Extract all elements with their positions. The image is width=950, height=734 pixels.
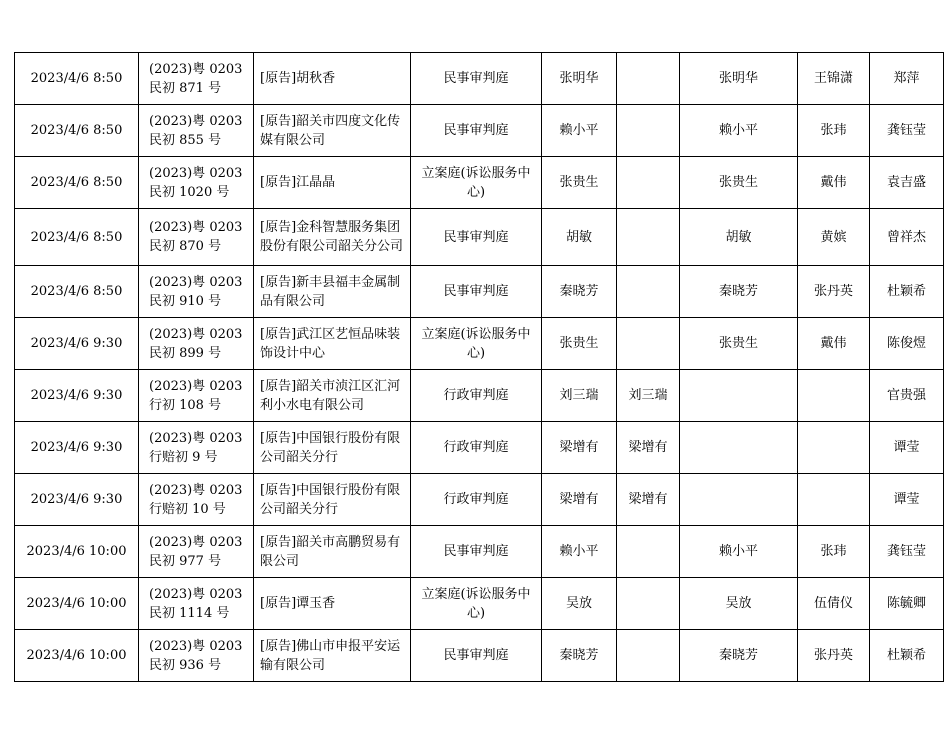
judge-cell: 梁增有: [617, 422, 680, 474]
clerk-cell: 杜颖希: [870, 266, 944, 318]
judge-assistant-cell: 伍倩仪: [798, 578, 870, 630]
case-number-line1: (2023)粤 0203: [149, 638, 243, 654]
department-cell: 立案庭(诉讼服务中心): [411, 578, 542, 630]
case-number-line1: (2023)粤 0203: [149, 326, 243, 342]
case-judge-cell: 张明华: [680, 53, 798, 105]
judge-cell: [617, 266, 680, 318]
case-number-line1: (2023)粤 0203: [149, 113, 243, 129]
case-number-line1: (2023)粤 0203: [149, 274, 243, 290]
hearing-time-cell: 2023/4/6 8:50: [15, 105, 139, 157]
case-number-line2: 民初 855 号: [149, 132, 222, 148]
presiding-judge-cell: 张贵生: [542, 318, 617, 370]
judge-assistant-cell: [798, 422, 870, 474]
case-number-line1: (2023)粤 0203: [149, 482, 243, 498]
department-cell: 民事审判庭: [411, 105, 542, 157]
judge-cell: [617, 105, 680, 157]
table-row: [15, 53, 944, 105]
hearing-time-cell: 2023/4/6 10:00: [15, 578, 139, 630]
hearing-time-cell: 2023/4/6 8:50: [15, 209, 139, 266]
case-judge-cell: 吴放: [680, 578, 798, 630]
clerk-cell: 郑萍: [870, 53, 944, 105]
case-number-line2: 民初 1020 号: [149, 184, 230, 200]
case-number-cell: [139, 105, 254, 157]
clerk-cell: 曾祥杰: [870, 209, 944, 266]
judge-assistant-cell: [798, 370, 870, 422]
case-number-line2: 行赔初 9 号: [149, 449, 218, 465]
department-cell: 立案庭(诉讼服务中心): [411, 318, 542, 370]
hearing-time-cell: 2023/4/6 9:30: [15, 318, 139, 370]
department-cell: 行政审判庭: [411, 422, 542, 474]
department-cell: 行政审判庭: [411, 474, 542, 526]
hearing-time-cell: 2023/4/6 8:50: [15, 266, 139, 318]
table-row: [15, 209, 944, 266]
department-cell: 民事审判庭: [411, 630, 542, 682]
judge-assistant-cell: 张玮: [798, 526, 870, 578]
judge-cell: 刘三瑞: [617, 370, 680, 422]
case-judge-cell: 秦晓芳: [680, 630, 798, 682]
case-number-cell: [139, 474, 254, 526]
department-cell: 民事审判庭: [411, 266, 542, 318]
hearing-schedule-page: [14, 52, 943, 680]
presiding-judge-cell: 张贵生: [542, 157, 617, 209]
party-cell: [原告]佛山市申报平安运输有限公司: [254, 630, 411, 682]
case-number-line2: 民初 870 号: [149, 239, 222, 254]
party-cell: [原告]韶关市浈江区汇河利小水电有限公司: [254, 370, 411, 422]
case-number-line2: 行赔初 10 号: [149, 501, 226, 517]
judge-assistant-cell: 戴伟: [798, 318, 870, 370]
presiding-judge-cell: 赖小平: [542, 105, 617, 157]
hearing-schedule-table: [14, 52, 944, 682]
judge-assistant-cell: [798, 474, 870, 526]
case-judge-cell: 张贵生: [680, 318, 798, 370]
judge-cell: [617, 318, 680, 370]
case-number-line2: 民初 977 号: [149, 553, 222, 569]
case-number-line1: (2023)粤 0203: [149, 534, 243, 550]
party-cell: [原告]金科智慧服务集团股份有限公司韶关分公司: [254, 209, 411, 266]
judge-assistant-cell: 张丹英: [798, 266, 870, 318]
judge-assistant-cell: 王锦潇: [798, 53, 870, 105]
table-row: [15, 474, 944, 526]
clerk-cell: 官贵强: [870, 370, 944, 422]
table-row: [15, 526, 944, 578]
clerk-cell: 谭莹: [870, 474, 944, 526]
case-judge-cell: 赖小平: [680, 526, 798, 578]
party-cell: [原告]韶关市高鹏贸易有限公司: [254, 526, 411, 578]
presiding-judge-cell: 秦晓芳: [542, 630, 617, 682]
judge-cell: [617, 630, 680, 682]
presiding-judge-cell: 梁增有: [542, 474, 617, 526]
judge-assistant-cell: 戴伟: [798, 157, 870, 209]
judge-cell: [617, 578, 680, 630]
department-cell: 行政审判庭: [411, 370, 542, 422]
table-row: [15, 105, 944, 157]
case-number-line2: 民初 936 号: [149, 657, 222, 673]
party-cell: [原告]江晶晶: [254, 157, 411, 209]
clerk-cell: 杜颖希: [870, 630, 944, 682]
table-row: [15, 578, 944, 630]
case-number-cell: [139, 526, 254, 578]
case-judge-cell: 张贵生: [680, 157, 798, 209]
presiding-judge-cell: 秦晓芳: [542, 266, 617, 318]
hearing-time-cell: 2023/4/6 10:00: [15, 526, 139, 578]
case-number-line1: (2023)粤 0203: [149, 165, 243, 181]
clerk-cell: 龚钰莹: [870, 105, 944, 157]
case-number-cell: [139, 209, 254, 266]
presiding-judge-cell: 刘三瑞: [542, 370, 617, 422]
schedule-body: [15, 53, 944, 682]
case-number-cell: [139, 578, 254, 630]
clerk-cell: 袁吉盛: [870, 157, 944, 209]
judge-cell: [617, 526, 680, 578]
presiding-judge-cell: 梁增有: [542, 422, 617, 474]
hearing-time-cell: 2023/4/6 9:30: [15, 474, 139, 526]
judge-cell: 梁增有: [617, 474, 680, 526]
department-cell: 立案庭(诉讼服务中心): [411, 157, 542, 209]
case-number-line2: 民初 899 号: [149, 345, 222, 361]
clerk-cell: 陈毓卿: [870, 578, 944, 630]
case-number-line1: (2023)粤 0203: [149, 61, 243, 77]
case-number-cell: [139, 53, 254, 105]
judge-cell: [617, 209, 680, 266]
case-judge-cell: 胡敏: [680, 209, 798, 266]
table-row: [15, 422, 944, 474]
presiding-judge-cell: 赖小平: [542, 526, 617, 578]
hearing-time-cell: 2023/4/6 8:50: [15, 53, 139, 105]
table-row: [15, 370, 944, 422]
case-number-line1: (2023)粤 0203: [149, 378, 243, 394]
case-judge-cell: 赖小平: [680, 105, 798, 157]
table-row: [15, 630, 944, 682]
case-number-cell: [139, 318, 254, 370]
judge-cell: [617, 157, 680, 209]
case-number-line2: 行初 108 号: [149, 397, 222, 413]
hearing-time-cell: 2023/4/6 9:30: [15, 422, 139, 474]
presiding-judge-cell: 张明华: [542, 53, 617, 105]
department-cell: 民事审判庭: [411, 209, 542, 266]
case-number-line1: (2023)粤 0203: [149, 220, 243, 235]
presiding-judge-cell: 胡敏: [542, 209, 617, 266]
case-number-cell: [139, 157, 254, 209]
case-number-cell: [139, 266, 254, 318]
case-judge-cell: [680, 474, 798, 526]
party-cell: [原告]谭玉香: [254, 578, 411, 630]
case-number-line1: (2023)粤 0203: [149, 430, 243, 446]
department-cell: 民事审判庭: [411, 526, 542, 578]
clerk-cell: 谭莹: [870, 422, 944, 474]
table-row: [15, 318, 944, 370]
judge-assistant-cell: 黄嫔: [798, 209, 870, 266]
party-cell: [原告]中国银行股份有限公司韶关分行: [254, 474, 411, 526]
presiding-judge-cell: 吴放: [542, 578, 617, 630]
case-judge-cell: [680, 422, 798, 474]
clerk-cell: 龚钰莹: [870, 526, 944, 578]
hearing-time-cell: 2023/4/6 8:50: [15, 157, 139, 209]
case-number-line2: 民初 1114 号: [149, 605, 230, 621]
hearing-time-cell: 2023/4/6 10:00: [15, 630, 139, 682]
table-row: [15, 266, 944, 318]
case-number-line2: 民初 910 号: [149, 293, 222, 309]
department-cell: 民事审判庭: [411, 53, 542, 105]
table-row: [15, 157, 944, 209]
party-cell: [原告]新丰县福丰金属制品有限公司: [254, 266, 411, 318]
case-number-cell: [139, 422, 254, 474]
hearing-time-cell: 2023/4/6 9:30: [15, 370, 139, 422]
party-cell: [原告]武江区艺恒品味装饰设计中心: [254, 318, 411, 370]
clerk-cell: 陈俊煜: [870, 318, 944, 370]
judge-assistant-cell: 张丹英: [798, 630, 870, 682]
party-cell: [原告]韶关市四度文化传媒有限公司: [254, 105, 411, 157]
case-judge-cell: [680, 370, 798, 422]
case-judge-cell: 秦晓芳: [680, 266, 798, 318]
case-number-cell: [139, 630, 254, 682]
case-number-cell: [139, 370, 254, 422]
party-cell: [原告]中国银行股份有限公司韶关分行: [254, 422, 411, 474]
judge-cell: [617, 53, 680, 105]
judge-assistant-cell: 张玮: [798, 105, 870, 157]
case-number-line2: 民初 871 号: [149, 80, 222, 96]
case-number-line1: (2023)粤 0203: [149, 586, 243, 602]
party-cell: [原告]胡秋香: [254, 53, 411, 105]
